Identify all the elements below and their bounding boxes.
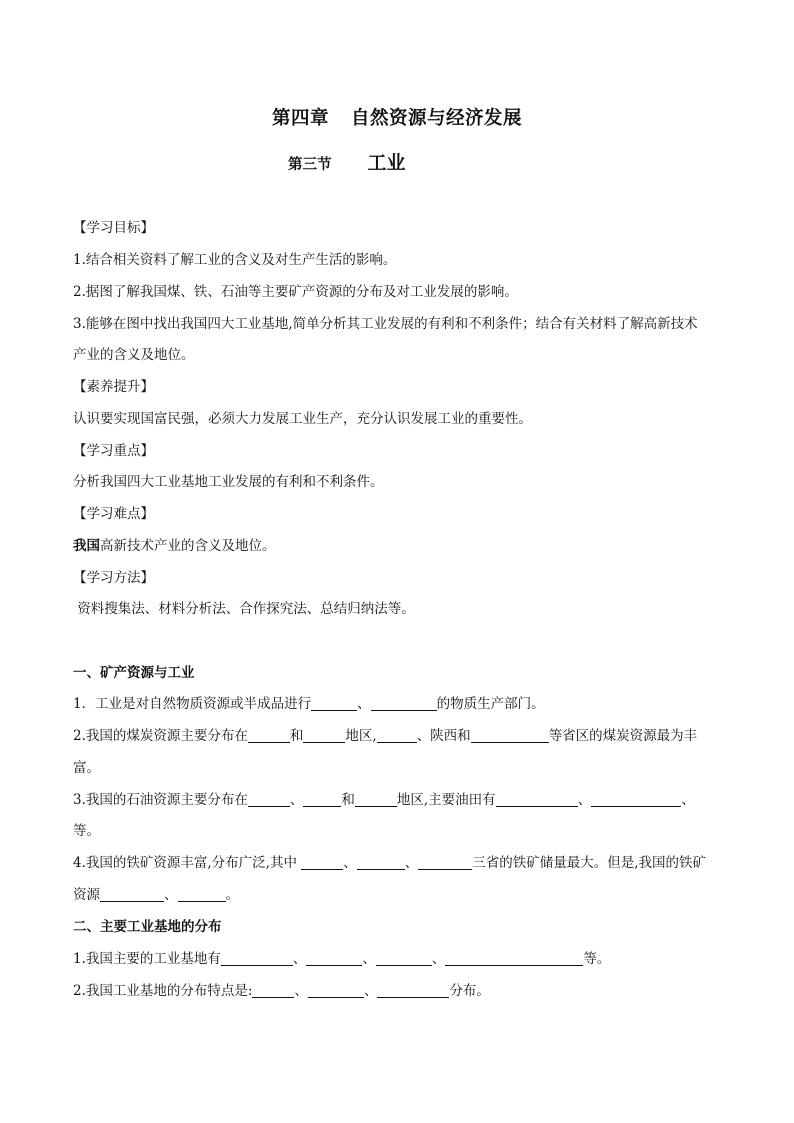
q3-text-f: 、 — [681, 792, 695, 808]
part2-question-2 — [73, 982, 490, 1000]
fill-blank[interactable] — [306, 951, 362, 966]
q2-text-a: 2.我国的煤炭资源主要分布在 — [73, 728, 248, 744]
section-number: 第三节 — [288, 156, 332, 173]
p2q2-text-c: 、 — [363, 983, 378, 999]
q4-text-e: 资源 — [73, 887, 100, 903]
fill-blank[interactable] — [178, 887, 226, 902]
fill-blank[interactable] — [471, 728, 549, 743]
chapter-title — [0, 104, 794, 130]
q2-text-d: 、陕西和 — [416, 728, 471, 744]
goal-item-3-cont: 产业的含义及地位。 — [73, 347, 195, 363]
q3-text-a: 3.我国的石油资源主要分布在 — [73, 792, 248, 808]
part1-question-3-cont: 等。 — [73, 823, 100, 839]
method-text: 资料搜集法、材料分析法、合作探究法、总结归纳法等。 — [73, 601, 415, 617]
part2-heading: 二、主要工业基地的分布 — [73, 919, 222, 935]
chapter-name: 自然资源与经济发展 — [351, 108, 523, 129]
section-name: 工业 — [367, 152, 406, 174]
q3-text-c: 和 — [341, 792, 355, 808]
fill-blank[interactable] — [252, 983, 294, 998]
p2q1-text-b: 、 — [292, 951, 307, 967]
fill-blank[interactable] — [418, 855, 472, 870]
fill-blank[interactable] — [376, 951, 432, 966]
part1-question-2 — [73, 727, 697, 745]
fill-blank[interactable] — [248, 792, 290, 807]
p2q2-text-d: 分布。 — [449, 983, 490, 999]
fill-blank[interactable] — [308, 983, 364, 998]
section-title — [288, 148, 406, 175]
q1-text-c: 的物质生产部门。 — [436, 696, 545, 712]
fill-blank[interactable] — [100, 887, 164, 902]
q2-text-c: 地区, — [345, 728, 377, 744]
q4-text-c: 、 — [404, 855, 419, 871]
q4-text-f: 、 — [164, 887, 178, 903]
q1-text-b: 、 — [357, 696, 371, 712]
p2q1-text-c: 、 — [362, 951, 376, 967]
goal-item-1: 1.结合相关资料了解工业的含义及对生产生活的影响。 — [73, 252, 397, 268]
fill-blank[interactable] — [357, 855, 405, 870]
key-points-text: 分析我国四大工业基地工业发展的有利和不利条件。 — [73, 474, 384, 490]
part1-question-4-cont — [73, 886, 239, 904]
key-points-heading: 【学习重点】 — [73, 443, 154, 459]
literacy-text: 认识要实现国富民强，必须大力发展工业生产，充分认识发展工业的重要性。 — [73, 411, 532, 427]
q4-text-a: 4.我国的铁矿资源丰富,分布广泛,其中 — [73, 855, 302, 871]
q2-text-e: 等省区的煤炭资源最为丰 — [548, 728, 698, 744]
fill-blank[interactable] — [377, 983, 449, 998]
q3-text-b: 、 — [289, 792, 304, 808]
p2q1-text-d: 、 — [431, 951, 446, 967]
q4-text-d: 三省的铁矿储量最大。但是,我国的铁矿 — [472, 855, 707, 871]
q4-text-g: 。 — [225, 887, 239, 903]
part1-heading: 一、矿产资源与工业 — [73, 665, 195, 681]
p2q1-text-e: 等。 — [583, 951, 611, 967]
q3-text-e: 、 — [577, 792, 592, 808]
difficult-rest: 高新技术产业的含义及地位。 — [100, 538, 276, 554]
p2q1-text-a: 1.我国主要的工业基地有 — [73, 951, 221, 967]
fill-blank[interactable] — [591, 792, 681, 807]
fill-blank[interactable] — [377, 728, 417, 743]
q1-text-a: 1．工业是对自然物质资源或半成品进行 — [73, 696, 312, 712]
fill-blank[interactable] — [303, 728, 345, 743]
fill-blank[interactable] — [311, 696, 357, 711]
p2q2-text-a: 2.我国工业基地的分布特点是: — [73, 983, 253, 999]
fill-blank[interactable] — [301, 855, 343, 870]
fill-blank[interactable] — [355, 792, 397, 807]
method-heading: 【学习方法】 — [73, 570, 154, 586]
goal-item-3: 3.能够在图中找出我国四大工业基地,简单分析其工业发展的有利和不利条件；结合有关材料了解高新技术 — [73, 316, 698, 332]
goal-item-2: 2.据图了解我国煤、铁、石油等主要矿产资源的分布及对工业发展的影响。 — [73, 284, 518, 300]
difficult-bold-part: 我国 — [73, 538, 100, 554]
difficult-points-heading: 【学习难点】 — [73, 506, 154, 522]
q3-text-d: 地区,主要油田有 — [396, 792, 496, 808]
part1-question-3 — [73, 791, 695, 809]
fill-blank[interactable] — [371, 696, 437, 711]
part1-question-1 — [73, 695, 545, 713]
fill-blank[interactable] — [303, 792, 341, 807]
fill-blank[interactable] — [221, 951, 293, 966]
chapter-number: 第四章 — [271, 108, 329, 129]
fill-blank[interactable] — [248, 728, 290, 743]
q2-text-b: 和 — [289, 728, 304, 744]
part1-question-2-cont: 富。 — [73, 760, 100, 776]
part2-question-1 — [73, 950, 610, 968]
literacy-heading: 【素养提升】 — [73, 379, 154, 395]
fill-blank[interactable] — [445, 951, 583, 966]
part1-question-4 — [73, 854, 706, 872]
q4-text-b: 、 — [343, 855, 357, 871]
goals-heading: 【学习目标】 — [73, 220, 154, 236]
fill-blank[interactable] — [496, 792, 578, 807]
difficult-points-text — [73, 537, 276, 555]
p2q2-text-b: 、 — [294, 983, 308, 999]
